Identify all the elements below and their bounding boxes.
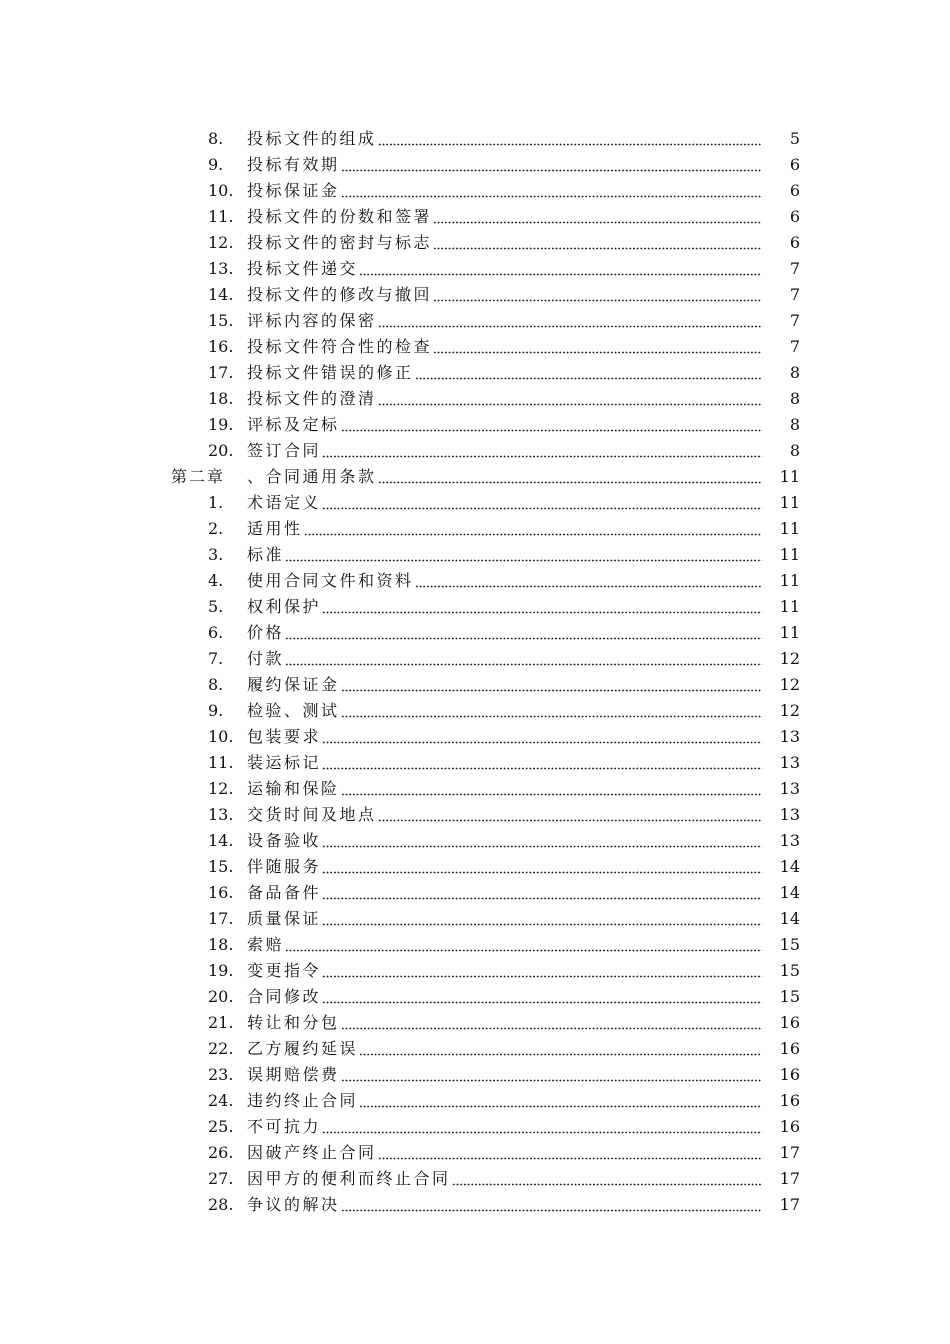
toc-entry-number: 18. <box>208 935 234 954</box>
toc-entry-title: 设备验收 <box>247 831 322 850</box>
toc-dot-leader <box>359 256 762 282</box>
toc-dot-leader <box>378 464 762 490</box>
toc-entry-number: 14. <box>208 285 234 304</box>
toc-dot-leader <box>415 568 762 594</box>
toc-entry-page-number: 8 <box>789 389 800 408</box>
toc-entry-number: 9. <box>208 701 224 720</box>
toc-dot-leader <box>341 412 762 438</box>
toc-dot-leader <box>415 360 762 386</box>
toc-dot-leader <box>341 178 762 204</box>
toc-entry-page-number: 17 <box>779 1169 800 1188</box>
toc-entry-page-number: 16 <box>779 1117 800 1136</box>
toc-entry-title: 包装要求 <box>247 727 322 746</box>
toc-entry-title: 投标文件符合性的检查 <box>247 337 433 356</box>
toc-entry-page-number: 6 <box>789 155 800 174</box>
toc-entry-number: 13. <box>208 259 234 278</box>
toc-entry-page-number: 15 <box>779 987 800 1006</box>
toc-row[interactable] <box>0 542 950 568</box>
toc-entry-number: 9. <box>208 155 224 174</box>
toc-entry-title: 投标文件的密封与标志 <box>247 233 433 252</box>
toc-row[interactable] <box>0 1010 950 1036</box>
toc-row[interactable] <box>0 360 950 386</box>
toc-entry-number: 12. <box>208 779 234 798</box>
toc-row[interactable] <box>0 1166 950 1192</box>
toc-entry-page-number: 13 <box>779 805 800 824</box>
toc-dot-leader <box>433 204 762 230</box>
toc-row[interactable] <box>0 724 950 750</box>
toc-entry-number: 15. <box>208 857 234 876</box>
toc-entry-title: 检验、测试 <box>247 701 340 720</box>
toc-entry-page-number: 16 <box>779 1065 800 1084</box>
toc-entry-number: 17. <box>208 909 234 928</box>
toc-entry-page-number: 11 <box>779 519 800 538</box>
toc-row[interactable] <box>0 776 950 802</box>
toc-entry-title: 转让和分包 <box>247 1013 340 1032</box>
toc-entry-title: 因甲方的便利而终止合同 <box>247 1169 451 1188</box>
toc-row[interactable] <box>0 178 950 204</box>
toc-dot-leader <box>285 932 762 958</box>
toc-entry-page-number: 7 <box>789 311 800 330</box>
toc-entry-page-number: 12 <box>779 701 800 720</box>
toc-entry-title: 适用性 <box>247 519 303 538</box>
toc-entry-number: 27. <box>208 1169 234 1188</box>
toc-entry-title: 投标文件的澄清 <box>247 389 377 408</box>
toc-row[interactable] <box>0 1088 950 1114</box>
toc-entry-page-number: 6 <box>789 233 800 252</box>
toc-row[interactable] <box>0 204 950 230</box>
toc-entry-number: 10. <box>208 181 234 200</box>
toc-dot-leader <box>322 906 762 932</box>
toc-entry-page-number: 7 <box>789 285 800 304</box>
toc-entry-title: 争议的解决 <box>247 1195 340 1214</box>
toc-entry-page-number: 17 <box>779 1195 800 1214</box>
toc-entry-number: 11. <box>208 207 234 226</box>
toc-dot-leader <box>359 1088 762 1114</box>
toc-entry-number: 6. <box>208 623 224 642</box>
toc-dot-leader <box>322 438 762 464</box>
toc-entry-title: 备品备件 <box>247 883 322 902</box>
toc-entry-page-number: 8 <box>789 415 800 434</box>
toc-dot-leader <box>322 594 762 620</box>
toc-entry-number: 19. <box>208 415 234 434</box>
toc-row[interactable] <box>0 126 950 152</box>
toc-row[interactable] <box>0 490 950 516</box>
toc-row[interactable] <box>0 646 950 672</box>
toc-entry-title: 术语定义 <box>247 493 322 512</box>
toc-entry-title: 变更指令 <box>247 961 322 980</box>
toc-dot-leader <box>433 334 762 360</box>
toc-entry-page-number: 8 <box>789 363 800 382</box>
toc-entry-page-number: 17 <box>779 1143 800 1162</box>
toc-entry-page-number: 13 <box>779 779 800 798</box>
toc-entry-number: 20. <box>208 441 234 460</box>
toc-dot-leader <box>322 984 762 1010</box>
toc-entry-page-number: 7 <box>789 259 800 278</box>
toc-dot-leader <box>322 880 762 906</box>
toc-entry-page-number: 14 <box>779 909 800 928</box>
toc-entry-number: 3. <box>208 545 224 564</box>
toc-entry-page-number: 11 <box>779 545 800 564</box>
toc-row[interactable] <box>0 984 950 1010</box>
toc-row[interactable] <box>0 828 950 854</box>
toc-row[interactable] <box>0 1140 950 1166</box>
toc-entry-page-number: 11 <box>779 597 800 616</box>
toc-entry-number: 16. <box>208 337 234 356</box>
toc-row[interactable] <box>0 594 950 620</box>
toc-entry-page-number: 16 <box>779 1091 800 1110</box>
toc-dot-leader <box>378 386 762 412</box>
toc-entry-number: 28. <box>208 1195 234 1214</box>
toc-entry-number: 14. <box>208 831 234 850</box>
toc-entry-page-number: 6 <box>789 181 800 200</box>
toc-dot-leader <box>378 126 762 152</box>
toc-dot-leader <box>341 1062 762 1088</box>
toc-dot-leader <box>322 828 762 854</box>
toc-entry-page-number: 11 <box>779 493 800 512</box>
toc-entry-title: 投标文件的修改与撤回 <box>247 285 433 304</box>
toc-dot-leader <box>322 958 762 984</box>
toc-entry-title: 价格 <box>247 623 285 642</box>
toc-dot-leader <box>322 490 762 516</box>
toc-dot-leader <box>433 230 762 256</box>
toc-entry-number: 18. <box>208 389 234 408</box>
toc-row[interactable] <box>0 906 950 932</box>
toc-entry-number: 8. <box>208 129 224 148</box>
toc-entry-number: 15. <box>208 311 234 330</box>
toc-dot-leader <box>341 672 762 698</box>
toc-entry-page-number: 11 <box>779 467 800 486</box>
toc-dot-leader <box>322 724 762 750</box>
toc-entry-number: 7. <box>208 649 224 668</box>
toc-entry-number: 1. <box>208 493 224 512</box>
toc-entry-title: 误期赔偿费 <box>247 1065 340 1084</box>
toc-row[interactable] <box>0 438 950 464</box>
toc-row[interactable] <box>0 1036 950 1062</box>
toc-row[interactable] <box>0 516 950 542</box>
toc-entry-number: 22. <box>208 1039 234 1058</box>
toc-dot-leader <box>341 776 762 802</box>
toc-entry-page-number: 6 <box>789 207 800 226</box>
toc-dot-leader <box>341 152 762 178</box>
toc-entry-title: 评标内容的保密 <box>247 311 377 330</box>
toc-entry-title: 索赔 <box>247 935 285 954</box>
toc-entry-page-number: 11 <box>779 571 800 590</box>
toc-entry-title: 投标有效期 <box>247 155 340 174</box>
toc-dot-leader <box>433 282 762 308</box>
toc-entry-page-number: 8 <box>789 441 800 460</box>
toc-dot-leader <box>304 516 762 542</box>
toc-entry-number: 24. <box>208 1091 234 1110</box>
toc-entry-title: 装运标记 <box>247 753 322 772</box>
toc-row[interactable] <box>0 152 950 178</box>
toc-entry-page-number: 15 <box>779 935 800 954</box>
toc-row[interactable] <box>0 802 950 828</box>
toc-row[interactable] <box>0 1192 950 1218</box>
toc-entry-page-number: 5 <box>789 129 800 148</box>
toc-row[interactable] <box>0 1062 950 1088</box>
toc-entry-title: 权利保护 <box>247 597 322 616</box>
toc-entry-page-number: 12 <box>779 675 800 694</box>
toc-entry-page-number: 16 <box>779 1039 800 1058</box>
toc-entry-page-number: 13 <box>779 753 800 772</box>
toc-row[interactable] <box>0 958 950 984</box>
toc-entry-number: 23. <box>208 1065 234 1084</box>
toc-entry-title: 运输和保险 <box>247 779 340 798</box>
toc-entry-number: 5. <box>208 597 224 616</box>
toc-row[interactable] <box>0 750 950 776</box>
toc-entry-number: 17. <box>208 363 234 382</box>
toc-dot-leader <box>322 750 762 776</box>
toc-entry-page-number: 13 <box>779 727 800 746</box>
toc-dot-leader <box>452 1166 762 1192</box>
toc-entry-title: 履约保证金 <box>247 675 340 694</box>
toc-entry-page-number: 14 <box>779 857 800 876</box>
toc-entry-title: 投标文件的组成 <box>247 129 377 148</box>
toc-row[interactable] <box>0 620 950 646</box>
toc-entry-number: 2. <box>208 519 224 538</box>
toc-entry-number: 10. <box>208 727 234 746</box>
toc-chapter-row[interactable] <box>0 464 950 490</box>
toc-entry-page-number: 13 <box>779 831 800 850</box>
toc-entry-number: 26. <box>208 1143 234 1162</box>
toc-dot-leader <box>378 308 762 334</box>
toc-entry-title: 质量保证 <box>247 909 322 928</box>
toc-row[interactable] <box>0 334 950 360</box>
toc-entry-title: 违约终止合同 <box>247 1091 359 1110</box>
toc-dot-leader <box>341 698 762 724</box>
toc-entry-title: 不可抗力 <box>247 1117 322 1136</box>
toc-row[interactable] <box>0 230 950 256</box>
toc-entry-title: 乙方履约延误 <box>247 1039 359 1058</box>
toc-row[interactable] <box>0 282 950 308</box>
table-of-contents <box>0 126 950 1218</box>
toc-row[interactable] <box>0 256 950 282</box>
toc-row[interactable] <box>0 880 950 906</box>
toc-row[interactable] <box>0 386 950 412</box>
toc-dot-leader <box>359 1036 762 1062</box>
toc-entry-title: 使用合同文件和资料 <box>247 571 414 590</box>
toc-dot-leader <box>285 620 762 646</box>
toc-entry-title: 因破产终止合同 <box>247 1143 377 1162</box>
toc-entry-title: 付款 <box>247 649 285 668</box>
toc-entry-number: 第二章 <box>171 467 226 486</box>
toc-dot-leader <box>322 854 762 880</box>
toc-entry-title: 投标文件的份数和签署 <box>247 207 433 226</box>
toc-entry-page-number: 16 <box>779 1013 800 1032</box>
toc-entry-number: 11. <box>208 753 234 772</box>
toc-entry-title: 投标文件递交 <box>247 259 359 278</box>
toc-dot-leader <box>341 1010 762 1036</box>
toc-entry-number: 20. <box>208 987 234 1006</box>
toc-row[interactable] <box>0 412 950 438</box>
toc-row[interactable] <box>0 1114 950 1140</box>
toc-row[interactable] <box>0 568 950 594</box>
toc-row[interactable] <box>0 854 950 880</box>
toc-dot-leader <box>285 646 762 672</box>
toc-entry-title: 评标及定标 <box>247 415 340 434</box>
toc-entry-title: 投标文件错误的修正 <box>247 363 414 382</box>
toc-entry-number: 25. <box>208 1117 234 1136</box>
toc-row[interactable] <box>0 932 950 958</box>
toc-entry-number: 16. <box>208 883 234 902</box>
toc-entry-title: 交货时间及地点 <box>247 805 377 824</box>
toc-row[interactable] <box>0 308 950 334</box>
toc-dot-leader <box>285 542 762 568</box>
toc-entry-number: 19. <box>208 961 234 980</box>
toc-dot-leader <box>378 1140 762 1166</box>
toc-entry-page-number: 15 <box>779 961 800 980</box>
toc-entry-title: 签订合同 <box>247 441 322 460</box>
toc-row[interactable] <box>0 698 950 724</box>
toc-row[interactable] <box>0 672 950 698</box>
toc-entry-title: 、合同通用条款 <box>247 467 377 486</box>
toc-entry-number: 21. <box>208 1013 234 1032</box>
toc-entry-page-number: 11 <box>779 623 800 642</box>
toc-dot-leader <box>378 802 762 828</box>
toc-dot-leader <box>341 1192 762 1218</box>
toc-dot-leader <box>322 1114 762 1140</box>
toc-entry-page-number: 12 <box>779 649 800 668</box>
toc-entry-title: 投标保证金 <box>247 181 340 200</box>
toc-entry-title: 伴随服务 <box>247 857 322 876</box>
toc-entry-page-number: 7 <box>789 337 800 356</box>
toc-entry-title: 标准 <box>247 545 285 564</box>
toc-entry-number: 12. <box>208 233 234 252</box>
toc-entry-number: 8. <box>208 675 224 694</box>
toc-entry-number: 4. <box>208 571 224 590</box>
toc-entry-number: 13. <box>208 805 234 824</box>
toc-entry-page-number: 14 <box>779 883 800 902</box>
toc-entry-title: 合同修改 <box>247 987 322 1006</box>
